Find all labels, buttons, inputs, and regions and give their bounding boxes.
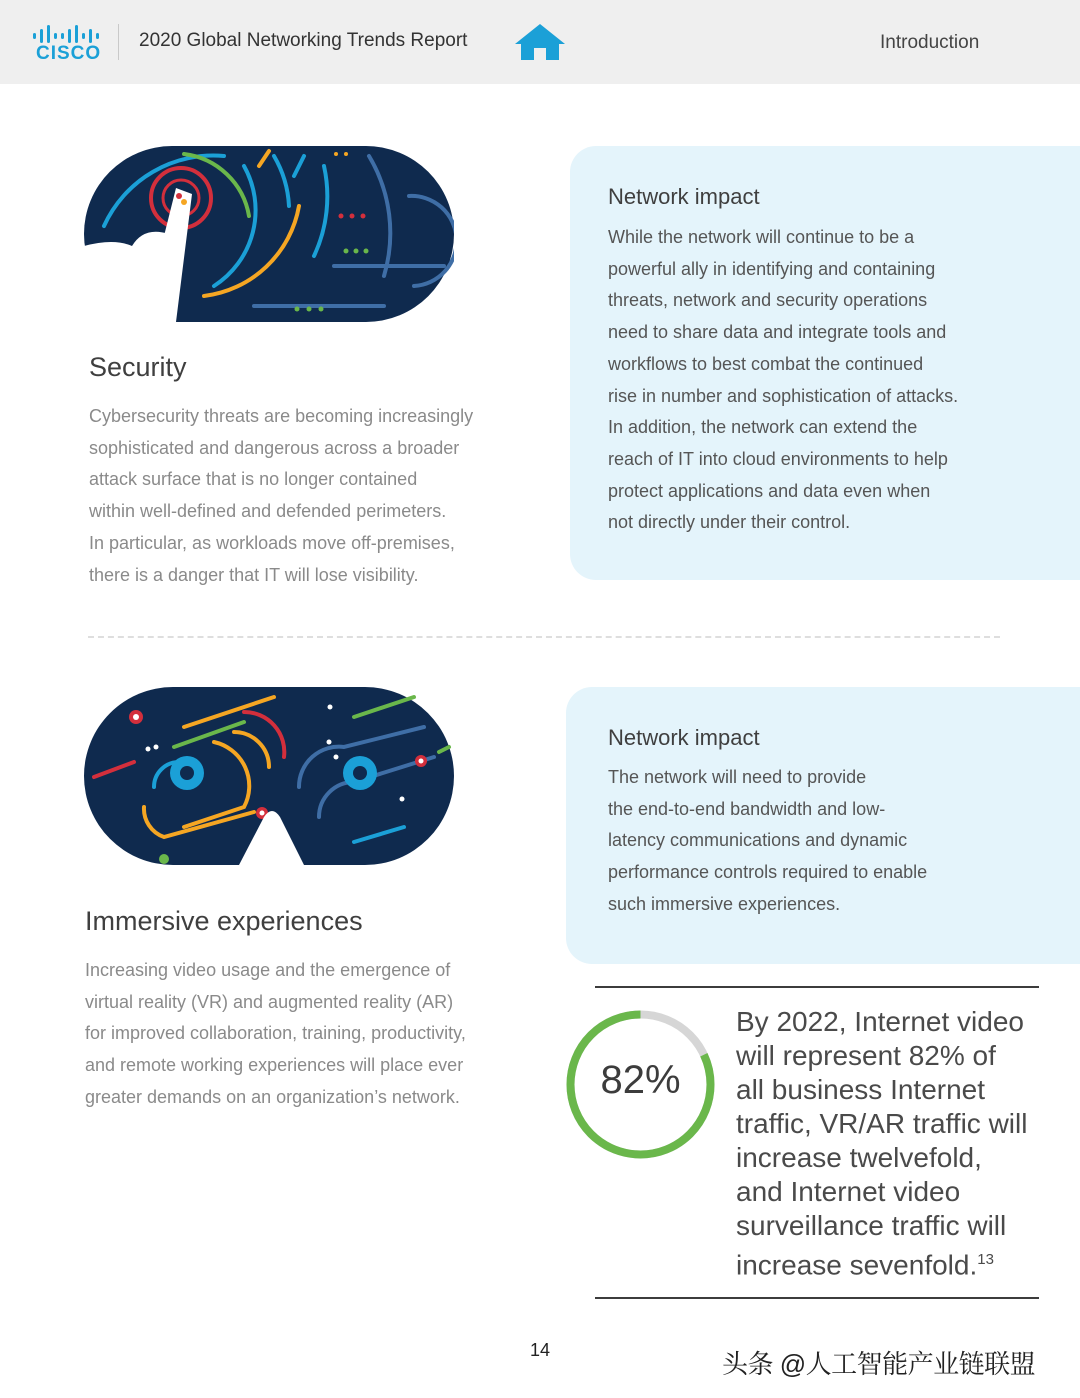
text-line: greater demands on an organization’s network. [85,1086,460,1107]
security-illustration [84,146,454,322]
text-line: reach of IT into cloud environments to help [608,448,948,469]
home-icon[interactable] [513,22,567,62]
text-line: In particular, as workloads move off-premises, [89,532,455,553]
network-impact-title: Network impact [608,184,760,209]
text-line [736,1243,1046,1282]
text-line: all business Internet [736,1074,986,1105]
section-divider [88,636,1000,638]
text-line: and Internet video [736,1176,961,1207]
stat-description [736,1005,1046,1282]
text-line: sophisticated and dangerous across a broader [89,437,460,458]
security-heading: Security [89,352,187,382]
stat-bottom-rule [595,1297,1039,1299]
text-line: and remote working experiences will place ever [85,1055,464,1076]
page-header [0,0,1080,84]
footnote-marker[interactable]: 13 [977,1251,994,1268]
text-line: While the network will continue to be a [608,227,915,247]
text-line: By 2022, Internet video [736,1006,1024,1037]
text-line: will represent 82% of [736,1040,996,1071]
text-line: latency communications and dynamic [608,830,908,851]
text-line: surveillance traffic will [736,1210,1007,1241]
watermark: 头条 @人工智能产业链联盟 [722,1349,1036,1379]
stat-top-rule [595,986,1039,988]
text-line: rise in number and sophistication of attacks. [608,385,959,406]
text-line: attack surface that is no longer contained [89,469,418,490]
network-impact-panel-security [570,146,1080,580]
text-line: for improved collaboration, training, productivity, [85,1023,466,1044]
text-line: not directly under their control. [608,512,851,533]
text-line: there is a danger that IT will lose visibility. [89,564,419,585]
text-line: protect applications and data even when [608,480,931,501]
immersive-body [85,955,535,1114]
cisco-bars-icon [30,24,100,44]
section-link-introduction[interactable]: Introduction [880,32,980,53]
header-divider [118,24,119,60]
text-line: Cybersecurity threats are becoming increasingly [89,406,474,426]
cisco-logo [30,24,100,64]
text-line: increase twelvefold, [736,1142,982,1173]
text-line: such immersive experiences. [608,893,841,914]
text-line-last: increase sevenfold. [736,1249,978,1281]
text-line: workflows to best combat the continued [608,353,924,374]
page-number: 14 [529,1340,551,1360]
text-line: performance controls required to enable [608,862,928,883]
immersive-illustration [84,687,454,865]
cisco-logo-text: CISCO [36,43,102,64]
text-line: within well-defined and defended perimeters. [89,501,447,522]
text-line: The network will need to provide [608,767,867,787]
text-line: need to share data and integrate tools and [608,322,947,343]
report-title: 2020 Global Networking Trends Report [139,30,468,51]
immersive-heading: Immersive experiences [85,906,363,936]
text-line: threats, network and security operations [608,290,928,311]
text-line: traffic, VR/AR traffic will [736,1108,1028,1139]
network-impact-panel-immersive [566,687,1080,964]
security-body [89,401,529,591]
text-line: the end-to-end bandwidth and low- [608,798,886,819]
text-line: In addition, the network can extend the [608,417,918,438]
network-impact-body [608,762,1048,921]
network-impact-body [608,222,1048,539]
stat-percent: 82% [600,1058,681,1102]
text-line: virtual reality (VR) and augmented reality (AR) [85,991,454,1012]
text-line: Increasing video usage and the emergence of [85,960,451,980]
network-impact-title: Network impact [608,725,760,750]
text-line: powerful ally in identifying and containing [608,258,936,279]
